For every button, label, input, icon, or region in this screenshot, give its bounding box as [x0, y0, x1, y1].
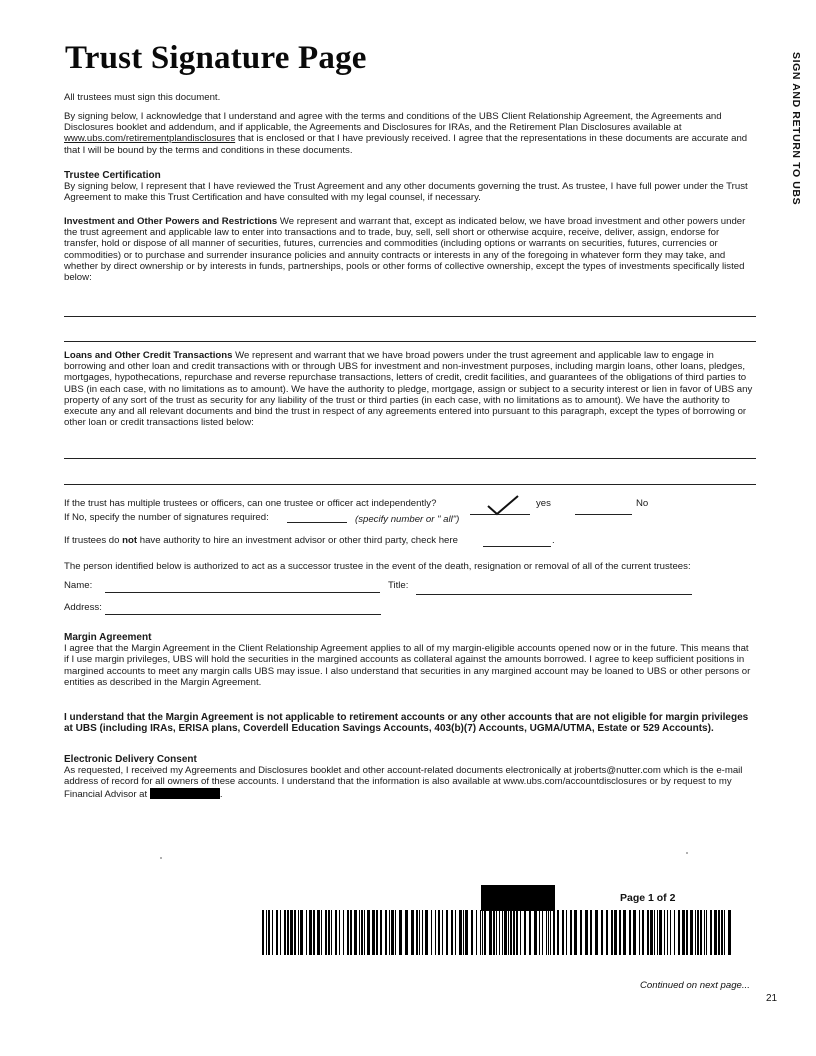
advisor-text-not: not [122, 535, 138, 546]
barcode-bar [667, 910, 668, 955]
barcode-bar [284, 910, 286, 955]
margin-heading: Margin Agreement [64, 632, 152, 643]
barcode-bar [280, 910, 281, 955]
barcode-bar [298, 910, 299, 955]
name-field[interactable] [105, 592, 380, 593]
barcode-bar [321, 910, 322, 955]
barcode-bar [290, 910, 293, 955]
barcode-bar [611, 910, 613, 955]
barcode-bar [395, 910, 396, 955]
barcode-bar [364, 910, 365, 955]
barcode-bar [670, 910, 671, 955]
barcode-bar [276, 910, 278, 955]
barcode-bar [529, 910, 531, 955]
barcode-bar [724, 910, 725, 955]
barcode-bar [516, 910, 518, 955]
barcode-bar [376, 910, 378, 955]
barcode-bar [350, 910, 352, 955]
barcode-bar [438, 910, 440, 955]
trustee-certification [64, 170, 756, 204]
barcode-bar [562, 910, 564, 955]
barcode-bar [553, 910, 555, 955]
barcode-bar [262, 910, 264, 955]
barcode-bar [585, 910, 588, 955]
barcode-bar [623, 910, 626, 955]
investment-heading: Investment and Other Powers and Restrictions [64, 216, 278, 227]
no-answer-line[interactable] [575, 514, 632, 515]
electronic-heading: Electronic Delivery Consent [64, 754, 197, 765]
continued-note: Continued on next page... [640, 980, 750, 991]
electronic-text-end: . [219, 788, 223, 800]
barcode-bar [678, 910, 680, 955]
barcode-bar [546, 910, 547, 955]
investment-exceptions-line[interactable] [64, 316, 756, 317]
barcode-bar [499, 910, 500, 955]
yes-answer-line[interactable] [470, 514, 530, 515]
barcode-bar [354, 910, 357, 955]
barcode-bar [542, 910, 543, 955]
barcode-bar [557, 910, 559, 955]
barcode-bar [642, 910, 644, 955]
checkmark-icon [486, 494, 520, 516]
barcode-bar [455, 910, 456, 955]
address-label: Address: [64, 602, 102, 613]
barcode-bar [416, 910, 418, 955]
barcode-bar [706, 910, 707, 955]
barcode-bar [606, 910, 608, 955]
barcode-bar [647, 910, 649, 955]
barcode-bar [595, 910, 598, 955]
barcode-bar [574, 910, 577, 955]
barcode-bar [601, 910, 603, 955]
barcode-bar [650, 910, 653, 955]
loans-text: We represent and warrant that we have broad powers under the trust agreement and applicable law to engage in borrowing and other loan and credit transactions with or through UBS for investment and non-investment purposes, including margin loans, other loans, pledges, mortgages, hypothecations, repurchase and reverse repurchase transactions, letters of credit, credit facilities, and guarantees of the obligations of third parties to UBS (in each case, with no limitations as to amount). We have the authority to pledge, mortgage, assign or subject to a security interest or lien in favor of UBS any property of any sort of the trust as security for any liability of the trust or third parties (in each case, with no limitations as to amount). We have the authority to execute any and all relevant documents and bind the trust in respect of any agreements entered into pursuant to this paragraph, except the types of borrowing or other loan or credit transactions listed below: [64, 350, 753, 429]
barcode-bar [690, 910, 693, 955]
barcode-bar [695, 910, 696, 955]
barcode-bar [389, 910, 390, 955]
acknowledgement-paragraph [64, 111, 756, 156]
barcode-bar [659, 910, 662, 955]
address-field[interactable] [105, 614, 381, 615]
barcode-bar [548, 910, 549, 955]
barcode-bar [566, 910, 567, 955]
barcode-bar [385, 910, 387, 955]
loans-heading: Loans and Other Credit Transactions [64, 350, 233, 361]
barcode-bar [697, 910, 699, 955]
page-indicator: Page 1 of 2 [620, 892, 676, 904]
signatures-required-line[interactable] [287, 522, 347, 523]
barcode-bar [710, 910, 712, 955]
barcode-bar [619, 910, 621, 955]
ack-text-2: that is enclosed or that I have previously received. I agree that the representations in these documents are accurate and that I will be bound by the terms and conditions in these documents. [64, 133, 748, 156]
barcode-bar [465, 910, 468, 955]
barcode-bar [502, 910, 503, 955]
barcode-bar [524, 910, 526, 955]
barcode-bar [300, 910, 303, 955]
barcode-bar [405, 910, 408, 955]
barcode-bar [513, 910, 515, 955]
barcode-bar [313, 910, 315, 955]
barcode-bar [504, 910, 507, 955]
barcode-bar [493, 910, 495, 955]
barcode-bar [339, 910, 340, 955]
barcode-bar [422, 910, 423, 955]
barcode-bar [496, 910, 497, 955]
advisor-text-pre: If trustees do [64, 535, 120, 546]
barcode-bar [399, 910, 402, 955]
barcode-bar [306, 910, 307, 955]
barcode-bar [614, 910, 617, 955]
margin-agreement [64, 632, 756, 688]
barcode-bar [704, 910, 705, 955]
barcode-bar [482, 910, 483, 955]
barcode-bar [451, 910, 453, 955]
successor-trustee-text: The person identified below is authorized to act as a successor trustee in the event of the death, resignation or removal of all of the current trustees: [64, 561, 691, 572]
barcode-bar [718, 910, 720, 955]
barcode-bar [367, 910, 370, 955]
electronic-text-body: As requested, I received my Agreements and Disclosures booklet and other account-related documents electronically at jroberts@nutter.com which is the e-mail address of record for all owners of these accounts. I understand that the information is also available at www.ubs.com/accountdisclosures or by request to my Financial Advisor at [64, 765, 743, 800]
barcode-bar [484, 910, 486, 955]
margin-text: I agree that the Margin Agreement in the Client Relationship Agreement applies to all of my margin-eligible accounts opened now or in the future. This means that if I use margin privileges, UBS will hold the securities in the margined accounts as collateral against the amounts borrowed. I agree to keep sufficient positions in margined accounts to meet any margin calls UBS may issue. I also understand that securities in any margined account may be loaned to UBS or other persons or entities as described in the Margin Agreement. [64, 643, 751, 688]
yes-label: yes [536, 498, 551, 509]
barcode-bar [476, 910, 477, 955]
barcode-bar [287, 910, 289, 955]
barcode-bar [714, 910, 717, 955]
barcode-bar [309, 910, 312, 955]
redacted-block [481, 885, 555, 911]
barcode-bar [639, 910, 640, 955]
barcode-bar [590, 910, 592, 955]
barcode-bar [328, 910, 330, 955]
no-label: No [636, 498, 649, 509]
margin-exclusion-note: I understand that the Margin Agreement is not applicable to retirement accounts or any other accounts that are not eligible for margin privileges at UBS (including IRAs, ERISA plans, Coverdell Education Savings Accounts, 403(b)(7) Accounts, UGMA/UTMA, Estate or 529 Accounts). [64, 712, 749, 735]
barcode-bar [446, 910, 448, 955]
barcode-bar [331, 910, 332, 955]
independent-question: If the trust has multiple trustees or officers, can one trustee or officer act independently? [64, 498, 437, 509]
barcode-bar [325, 910, 327, 955]
barcode-bar [686, 910, 688, 955]
barcode-bar [550, 910, 551, 955]
barcode-bar [510, 910, 512, 955]
barcode-bar [435, 910, 436, 955]
retirement-disclosures-link[interactable]: www.ubs.com/retirementplandisclosures [64, 133, 236, 145]
title-label: Title: [388, 580, 409, 591]
barcode-bar [570, 910, 572, 955]
redacted-advisor-phone [150, 788, 220, 799]
barcode-bar [534, 910, 537, 955]
all-trustees-note: All trustees must sign this document. [64, 92, 221, 103]
barcode-bar [343, 910, 344, 955]
barcode-bar [664, 910, 665, 955]
scan-speck [686, 852, 688, 854]
barcode-bar [419, 910, 420, 955]
electronic-delivery [64, 754, 756, 800]
barcode-bar [471, 910, 473, 955]
trustee-cert-heading: Trustee Certification [64, 170, 161, 181]
barcode-bar [520, 910, 521, 955]
loans-credit [64, 350, 756, 428]
signatures-required-label: If No, specify the number of signatures required: [64, 512, 269, 523]
trustee-cert-text: By signing below, I represent that I have reviewed the Trust Agreement and any other documents governing the trust. As trustee, I have full power under the Trust Agreement to make this Trust Certification and have consulted with my legal counsel, if necessary. [64, 181, 748, 204]
barcode-bar [335, 910, 337, 955]
barcode-bar [347, 910, 349, 955]
barcode-bar [459, 910, 462, 955]
barcode-bar [463, 910, 464, 955]
barcode-bar [361, 910, 363, 955]
electronic-text [64, 765, 756, 800]
scan-speck [160, 857, 162, 859]
barcode-bar [700, 910, 702, 955]
side-label: SIGN AND RETURN TO UBS [790, 52, 802, 206]
barcode-bar [721, 910, 723, 955]
barcode-bar [425, 910, 428, 955]
barcode-bar [480, 910, 481, 955]
loans-exceptions-line-2[interactable] [64, 484, 756, 485]
barcode-bar [442, 910, 443, 955]
barcode-bar [272, 910, 273, 955]
barcode-bar [629, 910, 631, 955]
name-label: Name: [64, 580, 93, 591]
barcode-bar [268, 910, 270, 955]
barcode-bar [391, 910, 394, 955]
barcode-bar [489, 910, 492, 955]
document-barcode [262, 910, 732, 955]
barcode-bar [266, 910, 267, 955]
barcode-bar [539, 910, 540, 955]
barcode-bar [411, 910, 414, 955]
barcode-bar [431, 910, 432, 955]
signatures-required-hint: (specify number or " all") [355, 514, 460, 525]
ack-text-1: By signing below, I acknowledge that I understand and agree with the terms and conditions of the UBS Client Relationship Agreement, the Agreements and Disclosures booklet and addendum, and if applicable, the Agreements and Disclosures for IRAs, and the Retirement Plan Disclosures available at [64, 111, 722, 134]
advisor-check-line[interactable] [483, 546, 551, 547]
barcode-bar [682, 910, 685, 955]
barcode-bar [654, 910, 655, 955]
barcode-bar [294, 910, 296, 955]
barcode-bar [633, 910, 636, 955]
barcode-bar [580, 910, 582, 955]
title-field[interactable] [416, 594, 692, 595]
investment-exceptions-line-2[interactable] [64, 341, 756, 342]
barcode-bar [657, 910, 658, 955]
barcode-bar [508, 910, 509, 955]
advisor-text-post: have authority to hire an investment advisor or other third party, check here [139, 535, 458, 546]
page-title: Trust Signature Page [65, 40, 367, 76]
page-number: 21 [766, 993, 778, 1004]
barcode-bar [380, 910, 382, 955]
barcode-bar [372, 910, 375, 955]
barcode-bar [359, 910, 360, 955]
investment-powers [64, 216, 756, 283]
barcode-bar [728, 910, 731, 955]
investment-text: We represent and warrant that, except as indicated below, we have broad investment and other powers under the trust agreement and applicable law to enter into transactions and to trade, buy, sell, sell short or otherwise acquire, receive, deliver, assign, endorse for transfer, hold or dispose of all manner of securities, futures, currencies and commodities (including options or warrants on securities, futures, currencies or commodities) or to purchase and surrender insurance policies and annuity contracts or interests in any of the foregoing in whatever form they may take, and whether by direct ownership or by interests in funds, partnerships, pools or other forms of collective ownership, except the types of investments specifically listed below: [64, 216, 746, 284]
advisor-authority-label [64, 535, 458, 546]
barcode-bar [317, 910, 320, 955]
advisor-period: . [552, 535, 555, 546]
loans-exceptions-line[interactable] [64, 458, 756, 459]
barcode-bar [674, 910, 675, 955]
